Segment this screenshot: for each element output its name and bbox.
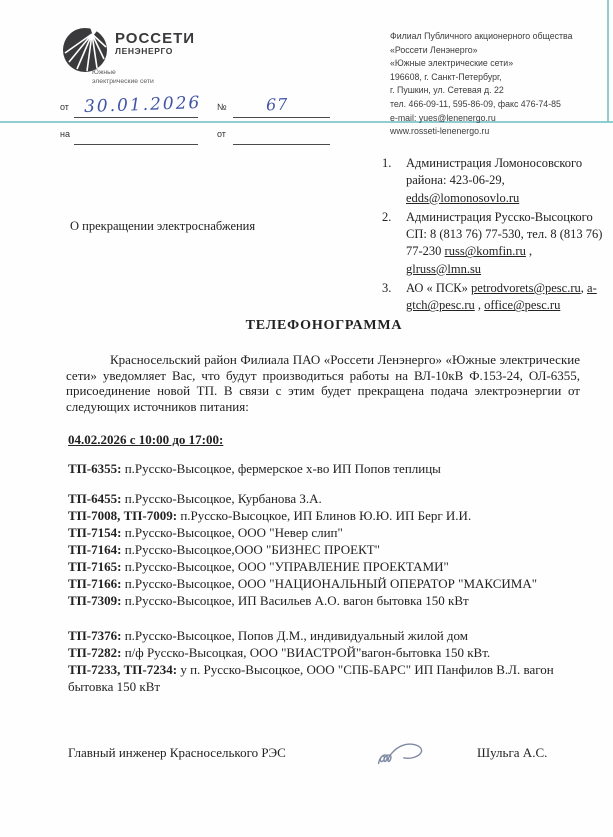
recipient-item: [382, 209, 608, 278]
recipient-text: [406, 280, 608, 315]
substation-group: [68, 627, 582, 695]
field-line-on: [74, 143, 198, 145]
recipient-item: [382, 155, 608, 207]
recipient-number: 3.: [382, 281, 392, 296]
recipients-list: [382, 155, 608, 317]
substation-description: п.Русско-Высоцкое, ООО "УПРАВЛЕНИЕ ПРОЕКТАМИ": [121, 559, 449, 574]
recipient-text-segment: ,: [525, 244, 533, 259]
org-address-line: г. Пушкин, ул. Сетевая д. 22: [390, 85, 504, 96]
substation-item: [68, 575, 582, 592]
sub-brand-name: ЛЕНЭНЕРГО: [115, 46, 174, 56]
org-address-line: 196608, г. Санкт-Петербург,: [390, 71, 502, 82]
division-line1: Южные: [92, 69, 116, 76]
substation-description: п.Русско-Высоцкое, ИП Блинов Ю.Ю. ИП Берг И.И.: [177, 508, 472, 523]
substation-code: ТП-7309:: [68, 593, 122, 608]
division-name: [92, 69, 154, 86]
subject-line: О прекращении электроснабжения: [70, 219, 256, 233]
substation-code: ТП-6455:: [68, 491, 122, 506]
field-line-from2: [233, 143, 330, 145]
substation-item: [68, 661, 582, 695]
recipient-text-segment: Администрация Ломоносовского района: 423-06-29,: [406, 156, 583, 188]
recipient-text: [406, 209, 608, 278]
substation-description: у п. Русско-Высоцкое, ООО "СПБ-БАРС" ИП Панфилов В.Л. вагон бытовка 150 кВт: [68, 662, 554, 694]
email-text: glruss@lmn.su: [406, 261, 482, 276]
substation-code: ТП-7154:: [68, 525, 122, 540]
substation-code: ТП-7282:: [68, 645, 122, 660]
substation-description: п.Русско-Высоцкое,ООО "БИЗНЕС ПРОЕКТ": [121, 542, 380, 557]
substation-item: [68, 627, 582, 644]
substation-code: ТП-6355:: [68, 461, 122, 476]
document-title: ТЕЛЕФОНОГРАММА: [245, 318, 403, 333]
org-address-line: www.rosseti-lenenergo.ru: [390, 126, 490, 137]
letterhead-logo: [62, 27, 195, 73]
substation-code: ТП-7233, ТП-7234:: [68, 662, 178, 677]
substation-description: п.Русско-Высоцкое, Курбанова З.А.: [121, 491, 322, 506]
recipient-number: 2.: [382, 209, 392, 224]
org-address-block: [390, 30, 605, 139]
substation-code: ТП-7164:: [68, 542, 122, 557]
substation-item: [68, 524, 582, 541]
substation-item: [68, 558, 582, 575]
handwritten-number: 67: [265, 94, 289, 115]
recipient-number: 1.: [382, 156, 392, 170]
substation-description: п.Русско-Высоцкое, ИП Васильев А.О. вагон бытовка 150 кВт: [121, 593, 469, 608]
outage-datetime-heading: 04.02.2026 с 10:00 до 17:00:: [68, 432, 224, 447]
substation-item: [68, 592, 582, 609]
substation-item: [68, 460, 582, 477]
substation-code: ТП-7008, ТП-7009:: [68, 508, 178, 523]
substation-description: п.Русско-Высоцкое, ООО "Невер слип": [121, 525, 343, 540]
division-line2: электрические сети: [92, 77, 154, 85]
signer-name: Шульга А.С.: [477, 745, 548, 760]
substation-item: [68, 507, 582, 524]
brand-name: РОССЕТИ: [115, 30, 196, 47]
recipient-text-segment: ,: [474, 298, 485, 313]
email-text: petrodvorets@pesc.ru: [471, 281, 581, 296]
org-address-line: e-mail: yues@lenenergo.ru: [390, 112, 496, 123]
email-text: russ@komfin.ru: [444, 244, 526, 259]
org-address-line: тел. 466-09-11, 595-86-09, факс 476-74-85: [390, 98, 561, 109]
body-paragraph: Красносельский район Филиала ПАО «Россети Ленэнерго» «Южные электрические сети» уведомляет Вас, что будут производиться работы на ВЛ-10кВ Ф.153-24, ОЛ-6355, присоединение новой ТП. В связи с этим будет прекращена подача электроэнергии от следующих источников питания:: [66, 352, 580, 414]
logo-wordmark: [115, 27, 195, 73]
substation-item: [68, 490, 582, 507]
recipient-text-segment: АО « ПСК»: [406, 281, 472, 296]
field-label-from2: от: [217, 129, 226, 139]
substation-item: [68, 644, 582, 661]
field-label-on: на: [60, 129, 70, 139]
signer-position: Главный инженер Красноселького РЭС: [68, 745, 286, 760]
substation-item: [68, 541, 582, 558]
org-address-line: «Россети Ленэнерго»: [390, 44, 478, 55]
substation-description: п/ф Русско-Высоцкая, ООО "ВИАСТРОЙ"вагон-бытовка 150 кВт.: [121, 645, 491, 660]
substation-code: ТП-7166:: [68, 576, 122, 591]
recipient-text: [406, 155, 608, 207]
field-label-number: №: [217, 102, 227, 112]
org-address-line: «Южные электрические сети»: [390, 58, 514, 69]
substation-code: ТП-7165:: [68, 559, 122, 574]
substation-description: п.Русско-Высоцкое, ООО "НАЦИОНАЛЬНЫЙ ОПЕРАТОР "МАКСИМА": [121, 576, 538, 591]
field-line-number: [233, 116, 330, 118]
email-text: office@pesc.ru: [484, 298, 561, 313]
rosseti-logo-icon: [62, 27, 108, 73]
email-text: a-gtch@pesc.ru: [406, 281, 597, 313]
recipient-item: [382, 280, 608, 315]
substation-description: п.Русско-Высоцкое, фермерское х-во ИП Попов теплицы: [121, 461, 441, 476]
recipient-text-segment: ,: [580, 281, 588, 296]
org-address-line: Филиал Публичного акционерного общества: [390, 31, 573, 41]
email-text: edds@lomonosovlo.ru: [406, 190, 520, 205]
substation-description: п.Русско-Высоцкое, Попов Д.М., индивидуальный жилой дом: [121, 628, 468, 643]
scan-artifact-vertical-line: [607, 0, 609, 122]
substation-code: ТП-7376:: [68, 628, 122, 643]
handwritten-date: 30.01.2026: [83, 92, 202, 118]
field-label-from: от: [60, 102, 69, 112]
substation-list: [68, 460, 582, 695]
handwritten-signature-icon: [373, 737, 429, 773]
substation-group: [68, 490, 582, 609]
substation-group: [68, 460, 582, 477]
recipient-text-segment: Администрация Русско-Высоцкого СП: 8 (813 76) 77-530, тел. 8 (813 76) 77-230: [406, 209, 603, 259]
